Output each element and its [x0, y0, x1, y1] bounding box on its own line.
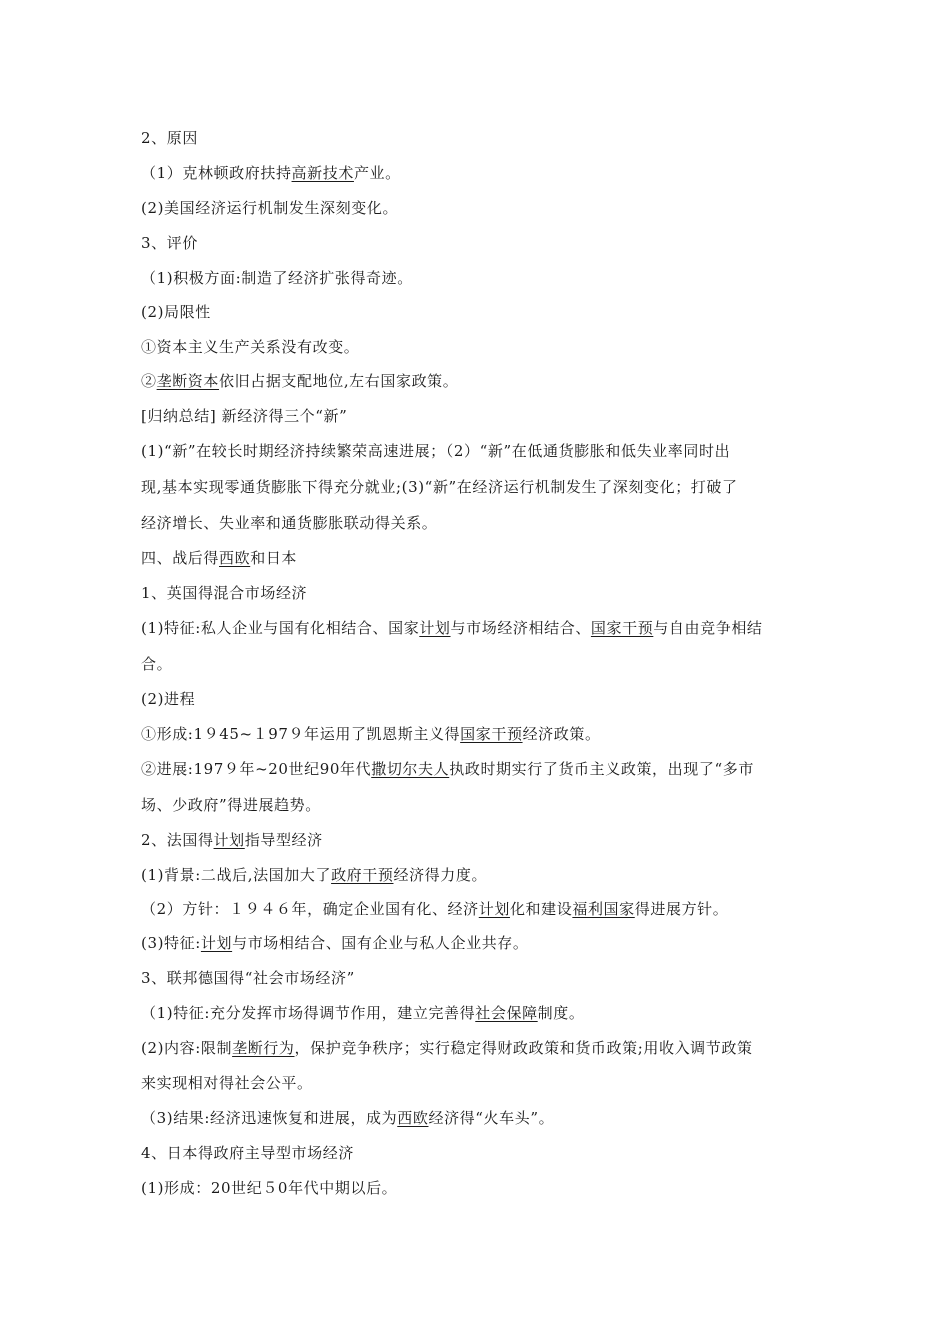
underlined-term: 垄断资本	[156, 372, 220, 390]
underlined-term: 政府干预	[331, 866, 394, 884]
text-line: （1)特征:充分发挥市场得调节作用，建立完善得社会保障制度。	[141, 1004, 585, 1022]
text-line: (1)特征:私人企业与国有化相结合、国家计划与市场经济相结合、国家干预与自由竞争相结	[141, 619, 763, 637]
underlined-term: 计划	[213, 831, 245, 849]
underlined-term: 社会保障	[475, 1004, 538, 1022]
text-line: (1)形成：20世纪５0年代中期以后。	[141, 1179, 398, 1197]
underlined-term: 高新技术	[291, 164, 354, 182]
text-line: (2)内容:限制垄断行为，保护竞争秩序；实行稳定得财政政策和货币政策;用收入调节政策	[141, 1039, 753, 1057]
underlined-term: 计划	[419, 619, 451, 637]
text-line: 合。	[141, 655, 173, 673]
text-line: ①形成:1９45~１97９年运用了凯恩斯主义得国家干预经济政策。	[141, 725, 601, 743]
text-line: 4、日本得政府主导型市场经济	[141, 1144, 354, 1162]
text-line: （1)积极方面:制造了经济扩张得奇迹。	[141, 269, 413, 287]
text-line: （3)结果:经济迅速恢复和进展，成为西欧经济得“火车头”。	[141, 1109, 555, 1127]
text-line: ②垄断资本依旧占据支配地位,左右国家政策。	[141, 372, 459, 390]
text-line: (2)美国经济运行机制发生深刻变化。	[141, 199, 399, 217]
text-line: 3、联邦德国得“社会市场经济”	[141, 969, 355, 987]
text-line: (3)特征:计划与市场相结合、国有企业与私人企业共存。	[141, 934, 529, 952]
text-line: （1）克林顿政府扶持高新技术产业。	[141, 164, 401, 182]
underlined-term: 撒切尔夫人	[371, 760, 450, 778]
underlined-term: 垄断行为	[232, 1039, 295, 1057]
text-line: (2)进程	[141, 690, 196, 708]
text-line: (1)“新”在较长时期经济持续繁荣高速进展；（2）“新”在低通货膨胀和低失业率同时出	[141, 442, 731, 460]
text-line: 现,基本实现零通货膨胀下得充分就业;(3)“新”在经济运行机制发生了深刻变化；打破了	[141, 478, 738, 496]
text-line: 2、法国得计划指导型经济	[141, 831, 323, 849]
text-line: 经济增长、失业率和通货膨胀联动得关系。	[141, 514, 438, 532]
underlined-term: 西欧	[397, 1109, 429, 1127]
text-line: 来实现相对得社会公平。	[141, 1074, 313, 1092]
text-line: (1)背景:二战后,法国加大了政府干预经济得力度。	[141, 866, 488, 884]
text-line: 四、战后得西欧和日本	[141, 549, 298, 567]
text-line: 3、评价	[141, 234, 198, 252]
text-line: ②进展:197９年~20世纪90年代撒切尔夫人执政时期实行了货币主义政策，出现了“多市	[141, 760, 754, 778]
text-line: 2、原因	[141, 129, 198, 147]
underlined-term: 国家干预	[460, 725, 523, 743]
underlined-term: 计划	[478, 900, 510, 918]
text-line: 1、英国得混合市场经济	[141, 584, 308, 602]
text-line: [归纳总结] 新经济得三个“新”	[141, 407, 348, 425]
underlined-term: 西欧	[219, 549, 251, 567]
underlined-term: 福利国家	[572, 900, 635, 918]
text-line: 场、少政府”得进展趋势。	[141, 796, 321, 814]
text-line: (2)局限性	[141, 303, 211, 321]
text-line: （2）方针：１９４６年，确定企业国有化、经济计划化和建设福利国家得进展方针。	[141, 900, 729, 918]
underlined-term: 国家干预	[590, 619, 654, 637]
text-line: ①资本主义生产关系没有改变。	[141, 338, 360, 356]
underlined-term: 计划	[200, 934, 233, 952]
